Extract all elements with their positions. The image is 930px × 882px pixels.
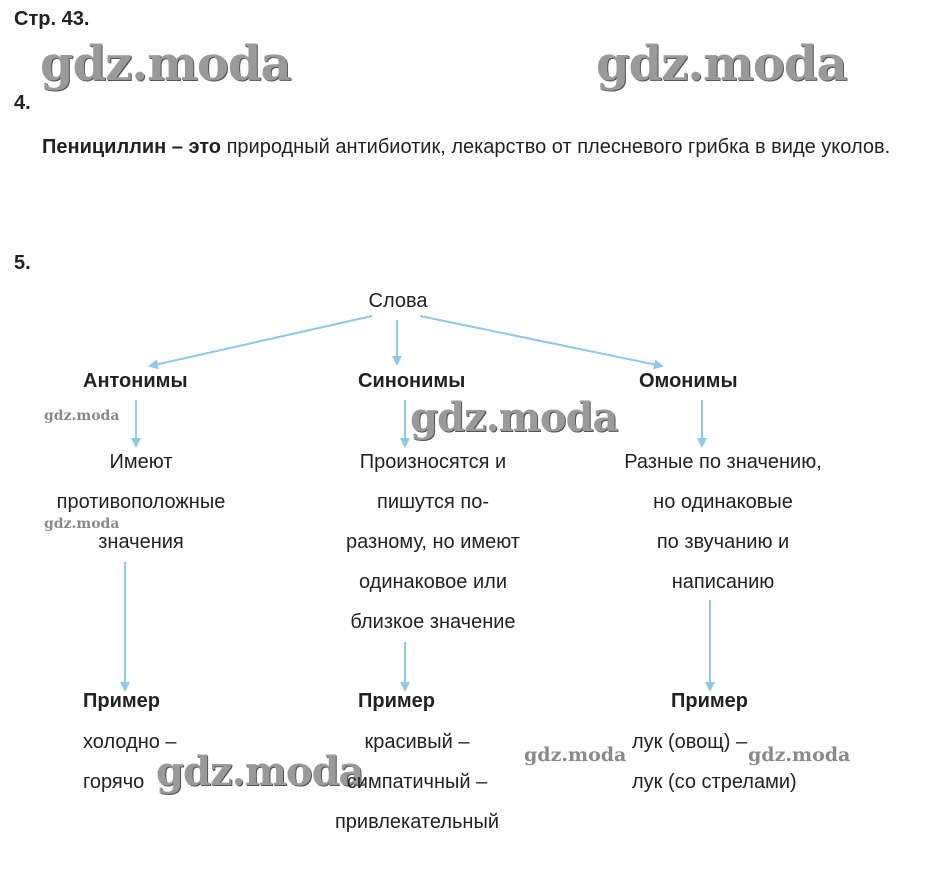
synonyms-title: Синонимы (358, 370, 466, 392)
example-line: горячо (83, 771, 145, 793)
example-line: холодно – (83, 731, 177, 753)
example-line: лук (со стрелами) (632, 771, 797, 793)
watermark-logo: gdz.moda (44, 408, 120, 424)
watermark-logo: gdz.moda (40, 36, 291, 92)
synonyms-example (310, 722, 524, 842)
synonyms-description (300, 442, 566, 642)
watermark-logo: gdz.moda (524, 744, 627, 766)
desc-line: Произносятся и (359, 451, 507, 473)
watermark-logo: gdz.moda (410, 394, 618, 441)
example-line: привлекательный (334, 811, 500, 833)
watermark-logo: gdz.moda (596, 36, 847, 92)
example-line: красивый – (364, 731, 470, 753)
task-number-5: 5. (14, 252, 31, 274)
watermark-logo: gdz.moda (44, 516, 120, 532)
example-line: симпатичный – (346, 771, 488, 793)
desc-line: пишутся по- (377, 491, 489, 513)
synonyms-example-label: Пример (358, 690, 436, 712)
watermark-logo: gdz.moda (748, 744, 851, 766)
arrow-root-antonyms (150, 316, 372, 366)
page-number: Стр. 43. (14, 8, 90, 30)
arrow-root-homonyms (420, 316, 662, 366)
desc-line: Имеют (109, 451, 173, 473)
desc-line: значения (98, 531, 184, 553)
antonyms-example (83, 722, 177, 802)
desc-line: близкое значение (350, 611, 516, 633)
homonyms-title: Омонимы (639, 370, 738, 392)
desc-line: по звучанию и (656, 531, 790, 553)
desc-line: одинаковое или (358, 571, 507, 593)
homonyms-example-label: Пример (671, 690, 749, 712)
watermark-logo: gdz.moda (156, 748, 364, 795)
task4-definition: природный антибиотик, лекарство от плесневого грибка в виде уколов. (221, 136, 891, 158)
antonyms-title: Антонимы (83, 370, 188, 392)
homonyms-example (632, 722, 797, 802)
antonyms-example-label: Пример (83, 690, 161, 712)
antonyms-description (0, 442, 282, 562)
homonyms-description (598, 442, 848, 602)
desc-line: противоположные (56, 491, 226, 513)
diagram-root: Слова (368, 290, 428, 312)
task4-term: Пенициллин – это (42, 136, 222, 158)
desc-line: но одинаковые (653, 491, 793, 513)
task-number-4: 4. (14, 92, 31, 114)
desc-line: разному, но имеют (346, 531, 520, 553)
example-line: лук (овощ) – (632, 731, 748, 753)
desc-line: Разные по значению, (624, 451, 822, 473)
desc-line: написанию (671, 571, 775, 593)
